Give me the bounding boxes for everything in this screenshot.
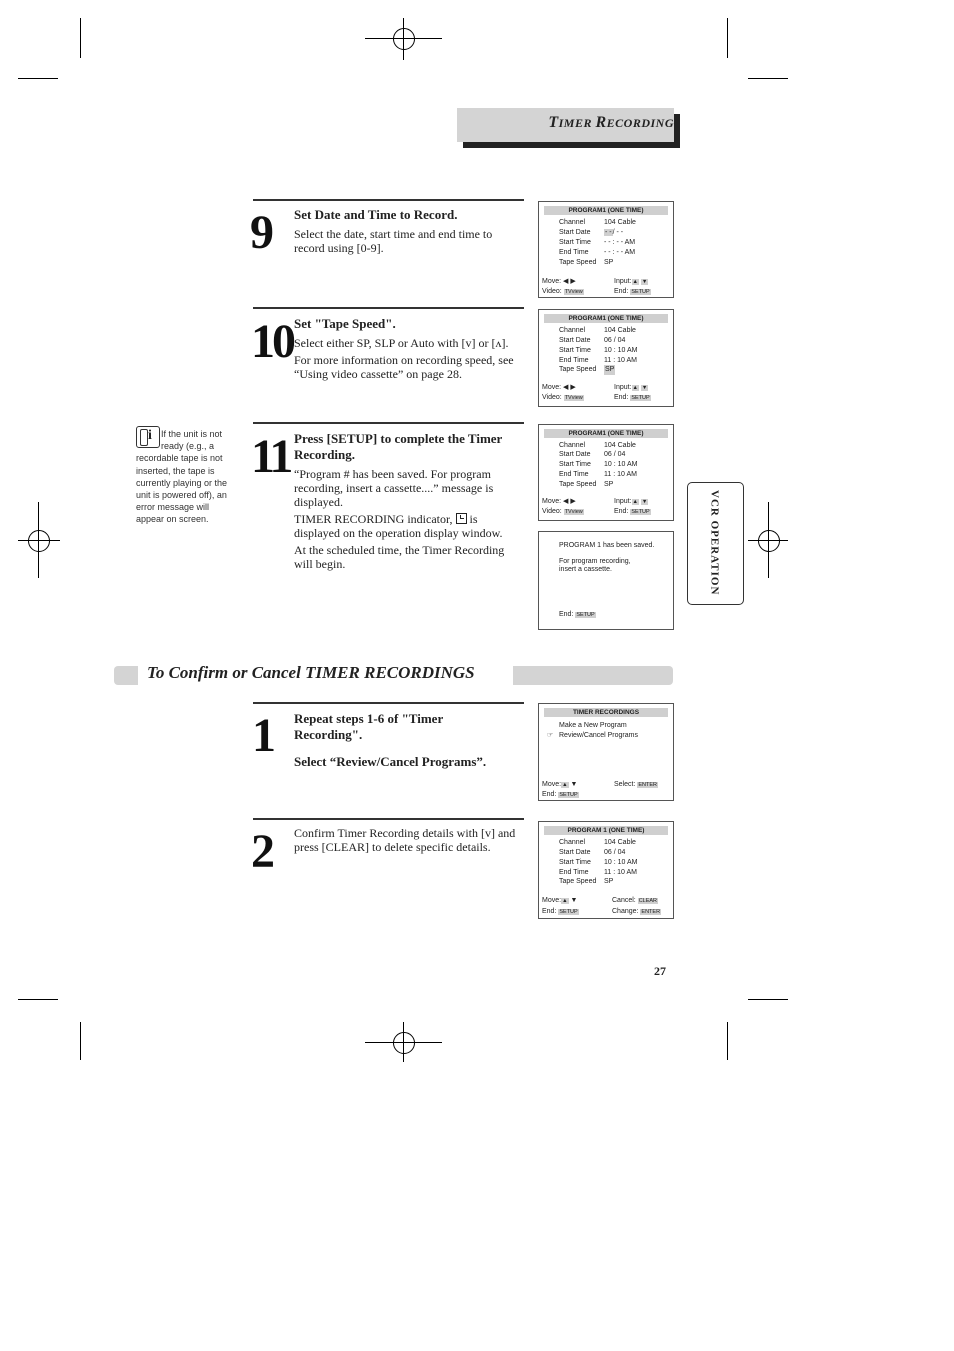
section-tab-label: VCR OPERATION [708,489,721,596]
crop-mark [748,78,788,79]
step-number: 9 [250,206,271,259]
step-title: Press [SETUP] to complete the Timer Recording. [294,431,503,462]
up-arrow-icon: ▲ [632,499,638,505]
osd-screen-review-program: PROGRAM 1 (ONE TIME) Channel 104 Cable Start Date 06 / 04 Start Time 10 : 10 AM End Time 11 : 10 AM Tape Speed SP Move:▲ ▼ Cancel: CLEAR End: SETUP Change: ENTER [538,821,674,919]
step-rule [253,199,524,201]
step-body: “Program # has been saved. For program recording, insert a cassette....” message is displayed. TIMER RECORDING indicator, is displayed on the operation display window. At the scheduled time, the Timer Recording will begin. [294,467,505,571]
down-arrow-icon: ▼ [641,499,648,505]
osd-screen-saved-message: PROGRAM 1 has been saved. For program recording, insert a cassette. End: SETUP [538,531,674,630]
crop-mark [727,18,728,58]
crop-mark [727,1022,728,1060]
down-arrow-icon: ▼ [570,897,578,904]
up-arrow-icon: ▲ [562,898,568,904]
up-arrow-icon: ▲ [632,279,638,285]
step-title: Set "Tape Speed". [294,316,396,331]
osd-screen-date-time: PROGRAM1 (ONE TIME) Channel 104 Cable Start Date - -/ - - Start Time - - : - - AM End Time - - : - - AM Tape Speed SP Move: ◀ ▶ Input:▲ ▼ Video: TVview End: SETUP [538,201,674,298]
step-body: Select either SP, SLP or Auto with [v] or [ʌ]. For more information on recording speed, see “Using video cassette” on page 28. [294,336,514,381]
page-number: 27 [654,964,666,978]
osd-screen-tape-speed: PROGRAM1 (ONE TIME) Channel 104 Cable Start Date 06 / 04 Start Time 10 : 10 AM End Time 11 : 10 AM Tape Speed SP Move: ◀ ▶ Input:▲ ▼ Video: TVview End: SETUP [538,309,674,407]
right-arrow-icon: ▶ [570,384,576,391]
right-arrow-icon: ▶ [570,498,576,505]
step-title: Set Date and Time to Record. [294,207,458,222]
crop-mark [80,1022,81,1060]
header-shadow [463,142,680,148]
section-banner [513,666,673,685]
osd-screen-timer-menu: TIMER RECORDINGS Make a New Program ☞ Review/Cancel Programs Move:▲ ▼ Select: ENTER End: SETUP [538,703,674,801]
left-arrow-icon: ◀ [563,278,569,285]
step-title: Repeat steps 1-6 of "Timer Recording". [294,711,443,742]
timer-indicator-icon [456,513,467,524]
info-icon: i [136,426,160,448]
section-banner [114,666,138,685]
step-title: Select “Review/Cancel Programs”. [294,754,487,769]
down-arrow-icon: ▼ [570,781,578,788]
down-arrow-icon: ▼ [641,279,648,285]
step-rule [253,422,524,424]
left-arrow-icon: ◀ [563,498,569,505]
down-arrow-icon: ▼ [641,385,648,391]
crop-mark [18,78,58,79]
step-number: 1 [252,709,273,762]
crop-mark [80,18,81,58]
up-arrow-icon: ▲ [632,385,638,391]
step-rule [253,307,524,309]
step-body: Confirm Timer Recording details with [v] and press [CLEAR] to delete specific details. [294,826,516,854]
right-arrow-icon: ▶ [570,278,576,285]
section-title: To Confirm or Cancel TIMER RECORDINGS [147,663,475,682]
step-rule [253,818,524,820]
left-arrow-icon: ◀ [563,384,569,391]
step-rule [253,702,524,704]
osd-screen-setup-complete: PROGRAM1 (ONE TIME) Channel 104 Cable Start Date 06 / 04 Start Time 10 : 10 AM End Time 11 : 10 AM Tape Speed SP Move: ◀ ▶ Input:▲ ▼ Video: TVview End: SETUP [538,424,674,521]
page-header: TIMER RECORDING [548,114,674,131]
step-body: Select the date, start time and end time to record using [0-9]. [294,227,493,255]
step-number: 10 [251,315,293,368]
up-arrow-icon: ▲ [562,782,568,788]
side-note: If the unit is not ready (e.g., a recordable tape is not inserted, the tape is currently playing or the unit is powered off), an error message will appear on screen. [136,429,228,525]
crop-mark [748,999,788,1000]
step-number: 2 [251,825,272,878]
step-number: 11 [251,430,291,483]
crop-mark [18,999,58,1000]
menu-pointer-icon: ☞ [547,732,554,739]
